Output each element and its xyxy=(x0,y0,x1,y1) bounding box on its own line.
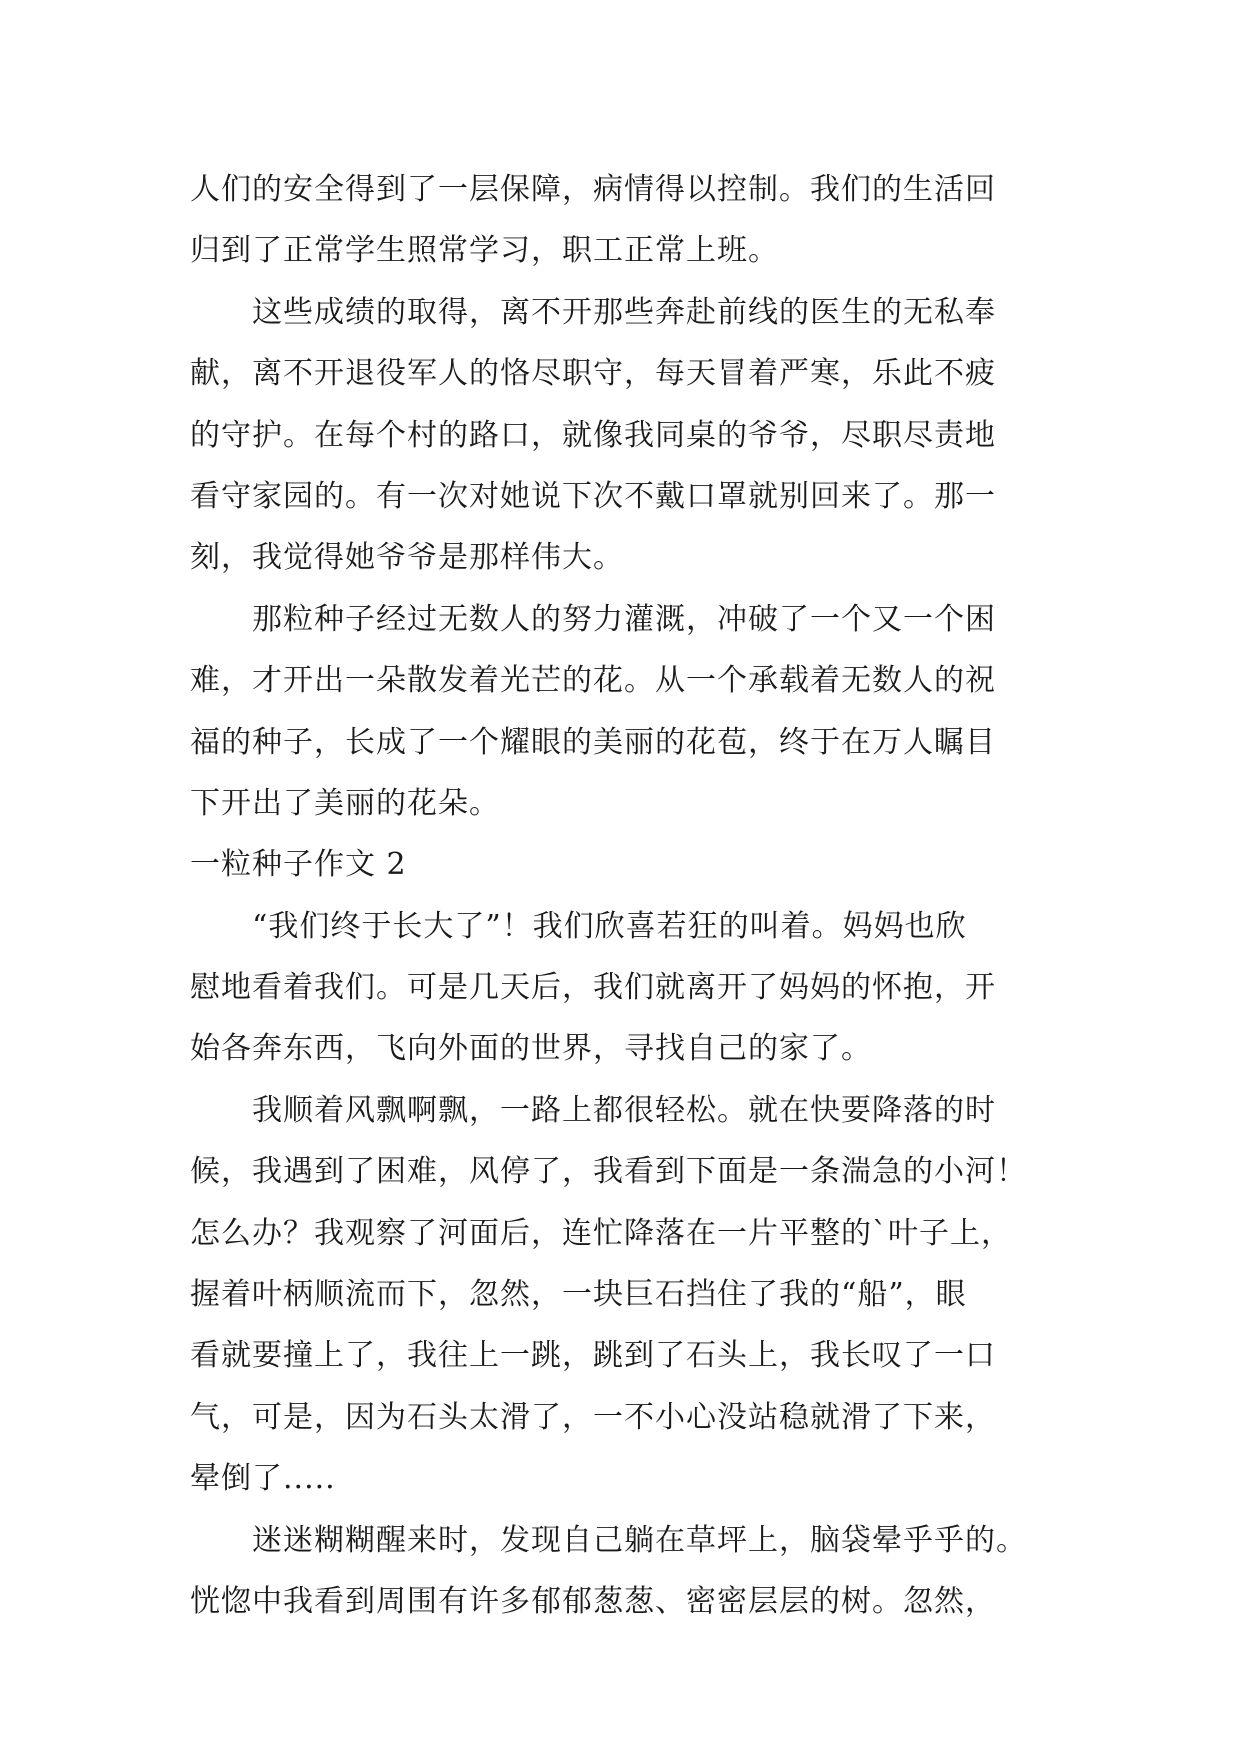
text-line: 恍惚中我看到周围有许多郁郁葱葱、密密层层的树。忽然， xyxy=(190,1583,996,1619)
text-line: 的守护。在每个村的路口，就像我同桌的爷爷，尽职尽责地 xyxy=(190,417,996,453)
text-line: 气，可是，因为石头太滑了，一不小心没站稳就滑了下来， xyxy=(190,1399,996,1435)
text-line: 看就要撞上了，我往上一跳，跳到了石头上，我长叹了一口 xyxy=(190,1338,996,1374)
paragraph-first-line: 迷迷糊糊醒来时，发现自己躺在草坪上，脑袋晕乎乎的。 xyxy=(252,1522,1027,1558)
text-line: 归到了正常学生照常学习，职工正常上班。 xyxy=(190,233,779,269)
text-line: 慰地看着我们。可是几天后，我们就离开了妈妈的怀抱，开 xyxy=(190,970,996,1006)
paragraph-first-line: 那粒种子经过无数人的努力灌溉，冲破了一个又一个困 xyxy=(252,601,996,637)
paragraph-first-line: “我们终于长大了”！我们欣喜若狂的叫着。妈妈也欣 xyxy=(252,908,967,944)
text-line: 始各奔东西，飞向外面的世界，寻找自己的家了。 xyxy=(190,1031,872,1067)
text-line: 看守家园的。有一次对她说下次不戴口罩就别回来了。那一 xyxy=(190,478,996,514)
text-line: 献，离不开退役军人的恪尽职守，每天冒着严寒，乐此不疲 xyxy=(190,356,996,392)
text-line: 下开出了美丽的花朵。 xyxy=(190,785,500,821)
text-line: 握着叶柄顺流而下，忽然，一块巨石挡住了我的“船”，眼 xyxy=(190,1277,967,1313)
text-line: 人们的安全得到了一层保障，病情得以控制。我们的生活回 xyxy=(190,172,996,207)
document-page xyxy=(190,159,1052,1632)
text-line: 候，我遇到了困难，风停了，我看到下面是一条湍急的小河！ xyxy=(190,1154,1027,1190)
section-heading: 一粒种子作文 2 xyxy=(190,847,407,883)
text-line: 刻，我觉得她爷爷是那样伟大。 xyxy=(190,540,624,576)
text-line: 难，才开出一朵散发着光芒的花。从一个承载着无数人的祝 xyxy=(190,663,996,699)
text-line: 福的种子，长成了一个耀眼的美丽的花苞，终于在万人瞩目 xyxy=(190,724,996,760)
text-line: 怎么办？我观察了河面后，连忙降落在一片平整的`叶子上， xyxy=(190,1215,1012,1251)
paragraph-first-line: 这些成绩的取得，离不开那些奔赴前线的医生的无私奉 xyxy=(252,294,996,330)
text-line: 晕倒了..... xyxy=(190,1461,336,1497)
paragraph-first-line: 我顺着风飘啊飘，一路上都很轻松。就在快要降落的时 xyxy=(252,1092,996,1128)
